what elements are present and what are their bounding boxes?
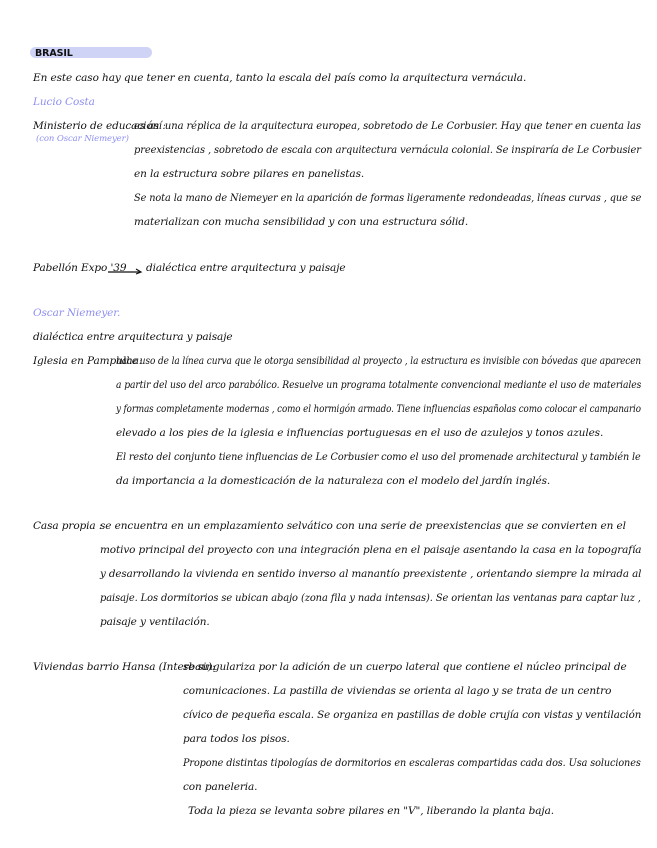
lucio-line: en la estructura sobre pilares en panelistas. (134, 168, 365, 180)
casa-line: motivo principal del proyecto con una integración plena en el paisaje asentando la casa en la topografía (100, 544, 642, 556)
pampulha-label: Iglesia en Pampulha: (33, 355, 143, 367)
oscar-heading: Oscar Niemeyer. (33, 307, 121, 319)
page-title: BRASIL (35, 48, 73, 59)
pampulha-line: El resto del conjunto tiene influencias de Le Corbusier como el uso del promenade architectural y también le (116, 451, 641, 463)
casa-line: se encuentra en un emplazamiento selvático con una serie de preexistencias que se convierten en el (100, 520, 626, 532)
viviendas-line: se singulariza por la adición de un cuerpo lateral que contiene el núcleo principal de (183, 661, 627, 673)
pampulha-line: elevado a los pies de la iglesia e influencias portuguesas en el uso de azulejos y tonos azules. (116, 427, 604, 439)
casa-line: paisaje y ventilación. (100, 616, 210, 628)
casa-line: paisaje. Los dormitorios se ubican abajo (zona fila y nada intensas). Se orientan las ventanas para captar luz , (100, 592, 641, 604)
viviendas-line: para todos los pisos. (183, 733, 290, 745)
pabellon-label: Pabellón Expo '39 (33, 262, 127, 274)
viviendas-line: con paneleria. (183, 781, 258, 793)
lucio-line: materializan con mucha sensibilidad y con una estructura sólid. (134, 216, 469, 228)
viviendas-label: Viviendas barrio Hansa (Interbau): (33, 661, 216, 673)
pampulha-line: hace uso de la línea curva que le otorga sensibilidad al proyecto , la estructura es invisible con bóvedas que aparecen (116, 355, 642, 367)
viviendas-line: comunicaciones. La pastilla de viviendas se orienta al lago y se trata de un centro (183, 685, 612, 697)
pampulha-line: da importancia a la domesticación de la naturaleza con el modelo del jardín inglés. (116, 475, 551, 487)
lucio-line: Se nota la mano de Niemeyer en la aparición de formas ligeramente redondeadas, líneas curvas , que se (134, 192, 642, 204)
oscar-subtitle: dialéctica entre arquitectura y paisaje (33, 331, 233, 343)
viviendas-line: Propone distintas tipologías de dormitorios en escaleras compartidas cada dos. Usa soluciones (183, 757, 641, 769)
lucio-sublabel: (con Oscar Niemeyer) (36, 134, 129, 144)
lucio-line: preexistencias , sobretodo de escala con arquitectura vernácula colonial. Se inspiraría de Le Corbusier (134, 144, 641, 156)
pabellon-text: dialéctica entre arquitectura y paisaje (146, 262, 346, 274)
casa-label: Casa propia : (33, 520, 103, 532)
intro-text: En este caso hay que tener en cuenta, tanto la escala del país como la arquitectura vernácula. (33, 72, 527, 84)
lucio-label: Ministerio de educación : (33, 120, 166, 132)
lucio-line: es así una réplica de la arquitectura europea, sobretodo de Le Corbusier. Hay que tener en cuenta las (134, 120, 641, 132)
arrow-right-icon (107, 267, 143, 275)
viviendas-line: cívico de pequeña escala. Se organiza en pastillas de doble crujía con vistas y ventilación (183, 709, 642, 721)
pampulha-line: y formas completamente modernas , como el hormigón armado. Tiene influencias españolas como colocar el campanario (116, 403, 641, 415)
lucio-heading: Lucio Costa (33, 96, 95, 108)
casa-line: y desarrollando la vivienda en sentido inverso al manantío preexistente , orientando siempre la mirada al (100, 568, 642, 580)
pampulha-line: a partir del uso del arco parabólico. Resuelve un programa totalmente convencional mediante el uso de materiales (116, 379, 642, 391)
viviendas-line: Toda la pieza se levanta sobre pilares en "V", liberando la planta baja. (188, 805, 554, 817)
